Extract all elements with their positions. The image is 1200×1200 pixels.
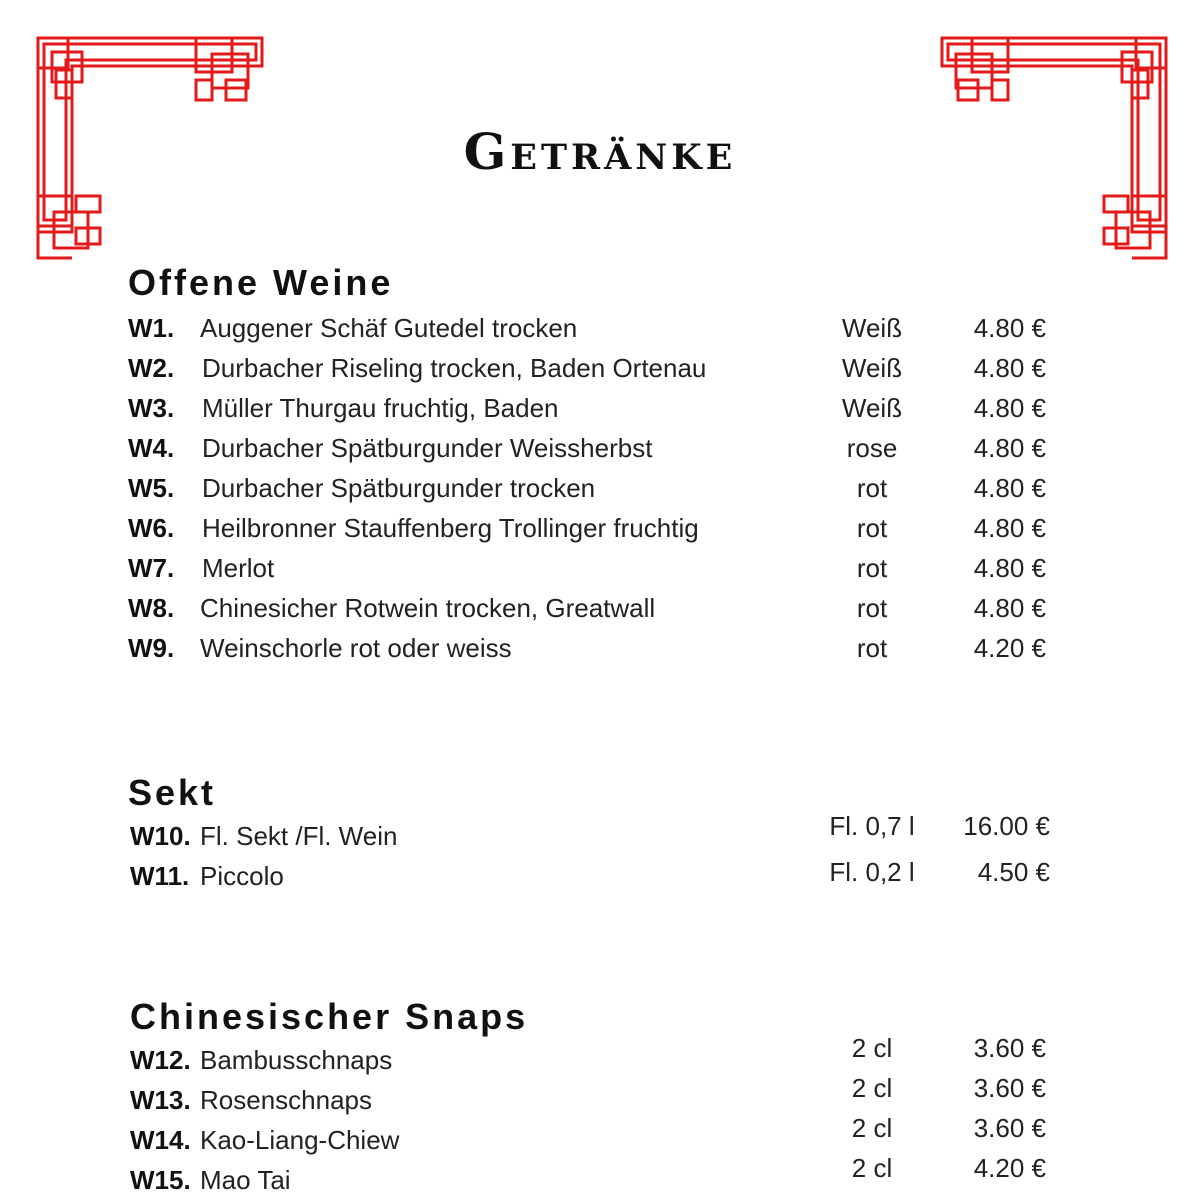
item-name: Heilbronner Stauffenberg Trollinger fruchtig — [202, 513, 699, 543]
item-code: W12. — [130, 1045, 191, 1075]
item-type: Weiß — [841, 313, 903, 343]
item-name: Mao Tai — [200, 1165, 291, 1195]
item-name: Durbacher Spätburgunder trocken — [202, 473, 596, 503]
item-name: Weinschorle rot oder weiss — [200, 633, 512, 663]
item-name: Bambusschnaps — [200, 1045, 393, 1075]
item-price: 16.00 € — [963, 811, 1050, 841]
menu-item — [0, 590, 1200, 626]
item-type: Fl. 0,2 l — [829, 857, 915, 887]
item-type: Weiß — [841, 353, 903, 383]
item-type: rot — [856, 513, 888, 543]
item-code: W8. — [128, 593, 175, 623]
menu-item — [0, 310, 1200, 346]
item-code: W9. — [128, 633, 175, 663]
item-price: 4.80 € — [973, 593, 1046, 623]
menu-item — [0, 430, 1200, 466]
item-type: rot — [856, 593, 888, 623]
item-code: W2. — [128, 353, 175, 383]
item-code: W14. — [130, 1125, 191, 1155]
item-price: 4.80 € — [973, 513, 1046, 543]
item-code: W3. — [128, 393, 175, 423]
item-name: Piccolo — [200, 861, 284, 891]
item-type: Fl. 0,7 l — [829, 811, 915, 841]
item-name: Chinesicher Rotwein trocken, Greatwall — [200, 593, 656, 623]
menu-item — [0, 350, 1200, 386]
item-price: 3.60 € — [973, 1073, 1046, 1103]
item-code: W5. — [128, 473, 175, 503]
item-price: 4.20 € — [973, 1153, 1046, 1183]
item-type: 2 cl — [851, 1073, 893, 1103]
item-name: Fl. Sekt /Fl. Wein — [200, 821, 398, 851]
menu-item — [0, 390, 1200, 426]
item-code: W7. — [128, 553, 175, 583]
item-type: 2 cl — [851, 1113, 893, 1143]
item-price: 4.80 € — [973, 473, 1046, 503]
item-type: rot — [856, 553, 888, 583]
item-name: Durbacher Spätburgunder Weissherbst — [202, 433, 653, 463]
item-name: Müller Thurgau fruchtig, Baden — [202, 393, 559, 423]
item-type: rose — [846, 433, 898, 463]
item-name: Rosenschnaps — [200, 1085, 372, 1115]
menu-item — [0, 811, 1200, 854]
item-name: Auggener Schäf Gutedel trocken — [200, 313, 578, 343]
item-type: 2 cl — [851, 1033, 893, 1063]
item-price: 3.60 € — [973, 1033, 1046, 1063]
section-heading-sekt: Sekt — [128, 772, 217, 813]
item-name: Kao-Liang-Chiew — [200, 1125, 400, 1155]
menu-item — [0, 1153, 1200, 1198]
item-type: 2 cl — [851, 1153, 893, 1183]
item-code: W1. — [128, 313, 175, 343]
section-heading-chinesischer-snaps: Chinesischer Snaps — [130, 996, 529, 1037]
item-price: 4.80 € — [973, 553, 1046, 583]
section-heading-offene-weine: Offene Weine — [128, 262, 394, 303]
menu-item — [0, 510, 1200, 546]
item-code: W4. — [128, 433, 175, 463]
item-name: Merlot — [202, 553, 275, 583]
item-name: Durbacher Riseling trocken, Baden Ortenau — [202, 353, 707, 383]
item-price: 4.80 € — [973, 393, 1046, 423]
item-type: Weiß — [841, 393, 903, 423]
item-price: 4.50 € — [977, 857, 1050, 887]
item-code: W11. — [130, 861, 190, 891]
item-code: W6. — [128, 513, 175, 543]
menu-item — [0, 858, 1200, 894]
item-price: 4.20 € — [973, 633, 1046, 663]
item-price: 4.80 € — [973, 353, 1046, 383]
menu-item — [0, 630, 1200, 666]
item-type: rot — [856, 473, 888, 503]
item-price: 4.80 € — [973, 313, 1046, 343]
page-title: Getränke — [463, 122, 737, 181]
menu-item — [0, 470, 1200, 506]
item-code: W13. — [130, 1085, 191, 1115]
item-price: 4.80 € — [973, 433, 1046, 463]
menu-item — [0, 550, 1200, 586]
item-code: W10. — [130, 821, 191, 851]
item-code: W15. — [130, 1165, 191, 1195]
item-type: rot — [856, 633, 888, 663]
item-price: 3.60 € — [973, 1113, 1046, 1143]
